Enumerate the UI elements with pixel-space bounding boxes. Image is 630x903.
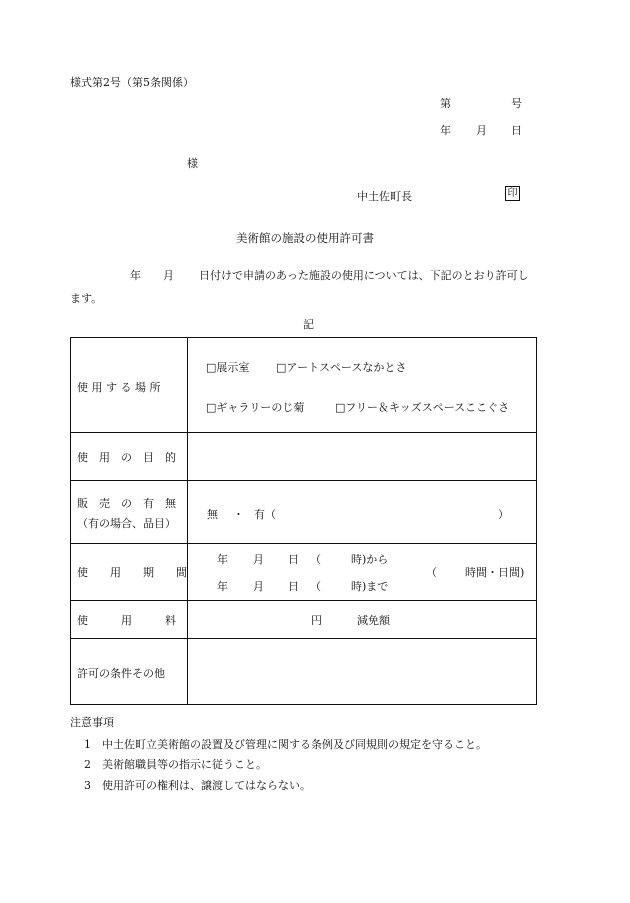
period-label: 使 用 期 間: [77, 566, 187, 579]
period-total-paren: （: [426, 566, 437, 579]
sales-sub-label: （有の場合、品目）: [77, 517, 176, 530]
seal-mark: 印: [505, 186, 520, 201]
number-dai: 第: [440, 97, 451, 110]
sales-label: 販 売 の 有 無: [77, 497, 176, 510]
body-year: 年: [130, 269, 141, 282]
fee-yen: 円: [311, 614, 322, 627]
note-text: 美術館職員等の指示に従うこと。: [102, 758, 267, 771]
conditions-label: 許可の条件その他: [77, 667, 165, 680]
document-title: 美術館の施設の使用許可書: [236, 231, 374, 245]
place-option-art-space[interactable]: □アートスペースなかとさ: [276, 361, 407, 374]
place-option-free-kids-space[interactable]: □フリー＆キッズスペースここぐさ: [335, 401, 510, 414]
permit-table: [70, 337, 537, 705]
notes-title: 注意事項: [70, 716, 114, 729]
period-from-year: 年: [217, 553, 228, 566]
date-month: 月: [476, 124, 487, 137]
period-to-year: 年: [217, 580, 228, 593]
sales-none[interactable]: 無: [207, 508, 218, 521]
row-divider: [71, 432, 536, 433]
row-divider: [71, 600, 536, 601]
row-divider: [71, 480, 536, 481]
fee-label: 使 用 料: [77, 614, 176, 627]
sales-yes[interactable]: 有（: [254, 508, 276, 521]
addressee-suffix: 様: [187, 157, 198, 170]
body-month: 月: [163, 269, 174, 282]
period-from-hour: 時)から: [351, 553, 389, 566]
note-number: 1: [84, 738, 91, 751]
period-from-month: 月: [253, 553, 264, 566]
row-divider: [71, 638, 536, 639]
place-option-gallery[interactable]: □ギャラリーのじ菊: [206, 401, 305, 414]
issuer: 中土佐町長: [357, 190, 412, 203]
date-year: 年: [440, 124, 451, 137]
body-line-2: ます。: [70, 292, 103, 305]
place-label: 使 用 す る 場 所: [77, 381, 161, 394]
form-number: 様式第2号（第5条関係）: [70, 76, 194, 89]
table-column-divider: [187, 338, 188, 704]
note-item: [84, 756, 267, 772]
place-option-exhibition-room[interactable]: □展示室: [206, 361, 250, 374]
note-number: 2: [84, 758, 91, 771]
sales-dot: ・: [233, 508, 244, 521]
period-to-month: 月: [253, 580, 264, 593]
sales-close-paren: ）: [498, 508, 509, 521]
note-item: [84, 736, 487, 752]
period-to-day: 日: [288, 580, 299, 593]
number-go: 号: [511, 97, 522, 110]
date-day: 日: [511, 124, 522, 137]
period-from-paren: （: [310, 553, 321, 566]
period-to-hour: 時)まで: [351, 580, 389, 593]
period-total: 時間・日間): [465, 566, 525, 579]
ki-mark: 記: [303, 318, 314, 331]
fee-reduction: 減免額: [357, 614, 390, 627]
note-item: [84, 777, 311, 793]
period-to-paren: （: [310, 580, 321, 593]
purpose-label: 使 用 の 目 的: [77, 451, 176, 464]
period-from-day: 日: [288, 553, 299, 566]
body-line-1-text: 日付けで申請のあった施設の使用については、下記のとおり許可し: [199, 269, 529, 282]
note-text: 使用許可の権利は、譲渡してはならない。: [102, 779, 311, 792]
row-divider: [71, 543, 536, 544]
note-text: 中土佐町立美術館の設置及び管理に関する条例及び同規則の規定を守ること。: [102, 738, 487, 751]
note-number: 3: [84, 779, 91, 792]
